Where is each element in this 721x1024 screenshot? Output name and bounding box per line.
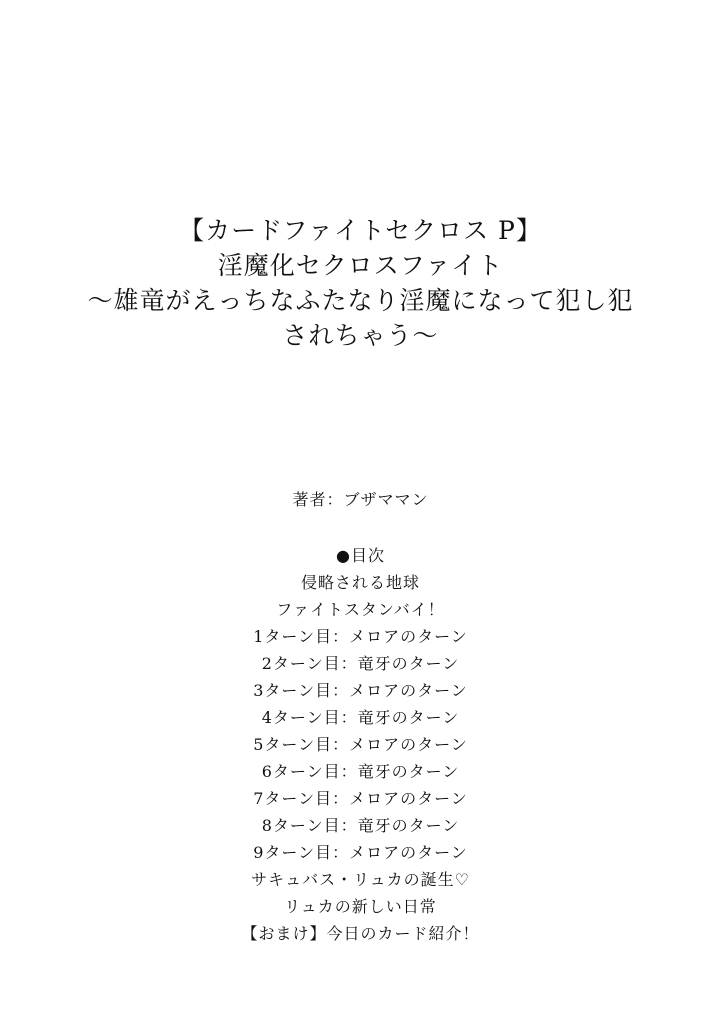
toc-item: 2ターン目：竜牙のターン bbox=[261, 654, 460, 673]
title-block bbox=[0, 213, 721, 353]
toc-item: 1ターン目：メロアのターン bbox=[253, 627, 468, 646]
toc-item: 7ターン目：メロアのターン bbox=[253, 789, 468, 808]
table-of-contents bbox=[0, 542, 721, 947]
toc-item: 4ターン目：竜牙のターン bbox=[261, 708, 460, 727]
toc-item: 5ターン目：メロアのターン bbox=[253, 735, 468, 754]
author-credit: 著者：ブザママン bbox=[292, 490, 429, 509]
title-line-1: 【カードファイトセクロス P】 bbox=[179, 216, 542, 245]
toc-item: 6ターン目：竜牙のターン bbox=[261, 762, 460, 781]
toc-item: 9ターン目：メロアのターン bbox=[253, 843, 468, 862]
toc-item: サキュバス・リュカの誕生♡ bbox=[251, 870, 470, 889]
title-line-4: されちゃう～ bbox=[282, 321, 439, 350]
toc-item: 8ターン目：竜牙のターン bbox=[261, 816, 460, 835]
toc-item: 【おまけ】今日のカード紹介！ bbox=[241, 924, 480, 943]
toc-item: 3ターン目：メロアのターン bbox=[253, 681, 468, 700]
title-line-3: ～雄竜がえっちなふたなり淫魔になって犯し犯 bbox=[87, 286, 634, 315]
toc-heading: ●目次 bbox=[336, 546, 385, 565]
toc-item: ファイトスタンバイ！ bbox=[276, 600, 445, 619]
title-line-2: 淫魔化セクロスファイト bbox=[217, 251, 504, 280]
toc-item: リュカの新しい日常 bbox=[284, 897, 437, 916]
toc-item: 侵略される地球 bbox=[300, 573, 420, 592]
